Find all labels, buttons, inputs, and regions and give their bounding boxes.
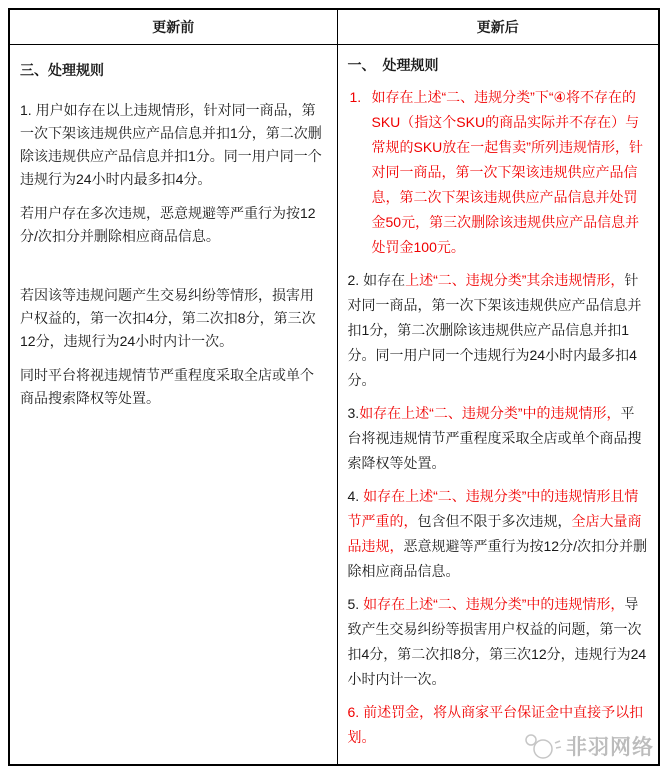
text-segment: 导致产生交易纠纷等损害用户权益的问题，第一次扣4分，第二次扣8分，第三次12分，违规行为24小时内计一次。	[347, 596, 647, 687]
after-rule-item	[348, 268, 649, 393]
before-paragraph: 1. 用户如存在以上违规情形，针对同一商品，第一次下架该违规供应产品信息并扣1分，第二次删除该违规供应产品信息并扣1分。同一用户同一个违规行为24小时内最多扣4分。	[20, 102, 322, 187]
after-rule-item	[348, 401, 649, 476]
column-header-after: 更新后	[337, 9, 659, 45]
before-paragraph: 若因该等违规问题产生交易纠纷等情形，损害用户权益的，第一次扣4分，第二次扣8分，第三次12分，违规行为24小时内计一次。	[20, 287, 316, 349]
table-body-row	[9, 45, 659, 766]
text-segment: 3.	[347, 405, 360, 421]
text-segment: 包含但不限于多次违规，	[417, 513, 572, 529]
after-item-list	[348, 85, 649, 750]
comparison-table	[8, 8, 660, 766]
text-segment: 如存在上述“二、违规分类”下“④将不存在的SKU（指这个SKU的商品实际并不存在）与常规的SKU放在一起售卖”所列违规情形，针对同一商品，第一次下架该违规供应产品信息，第二次下架该违规供应产品信息并处罚金50元，第三次删除该违规供应产品信息并处罚金100元。	[371, 89, 643, 255]
before-paragraph: 若用户存在多次违规，恶意规避等严重行为按12分/次扣分并删除相应商品信息。	[20, 205, 316, 244]
watermark	[522, 732, 654, 762]
after-rule-item	[348, 85, 649, 260]
before-section-heading: 三、处理规则	[20, 62, 104, 78]
text-segment: 平台将视违规情节严重程度采取全店或单个商品搜索降权等处置。	[347, 405, 642, 471]
before-paragraph: 同时平台将视违规情节严重程度采取全店或单个商品搜索降权等处置。	[20, 367, 314, 406]
text-segment: 上述“二、违规分类”其余违规情形，	[405, 272, 625, 288]
text-segment: 如存在上述“二、违规分类”中的违规情形，	[363, 596, 625, 612]
table-header-row	[9, 9, 659, 45]
after-section-heading: 一、 处理规则	[347, 57, 439, 73]
before-column-cell	[9, 45, 337, 766]
column-header-before: 更新前	[9, 9, 337, 45]
list-marker: 1.	[349, 89, 362, 105]
text-segment: 全店大量商品违规，	[347, 513, 642, 554]
after-rule-item	[348, 484, 649, 584]
text-segment: 如存在上述“二、违规分类”中的违规情形，	[359, 405, 621, 421]
watermark-brand-text: 非羽网络	[566, 735, 654, 759]
text-segment: 针对同一商品，第一次下架该违规供应产品信息并扣1分，第二次删除该违规供应产品信息并扣1分。同一用户同一个违规行为24小时内最多扣4分。	[347, 272, 642, 388]
text-segment: 5.	[347, 596, 364, 612]
text-segment: 6. 前述罚金，将从商家平台保证金中直接予以扣划。	[347, 704, 644, 745]
list-item-body	[372, 89, 643, 255]
text-segment: 如存在上述“二、违规分类”中的违规情形且情节严重的，	[347, 488, 639, 529]
text-segment: 2. 如存在	[347, 272, 406, 288]
text-segment: 4.	[347, 488, 364, 504]
before-paragraph-list	[20, 99, 327, 410]
after-column-cell	[337, 45, 659, 766]
text-segment: 恶意规避等严重行为按12分/次扣分并删除相应商品信息。	[347, 538, 647, 579]
speech-bubbles-icon	[522, 732, 564, 762]
after-rule-item	[348, 592, 649, 692]
